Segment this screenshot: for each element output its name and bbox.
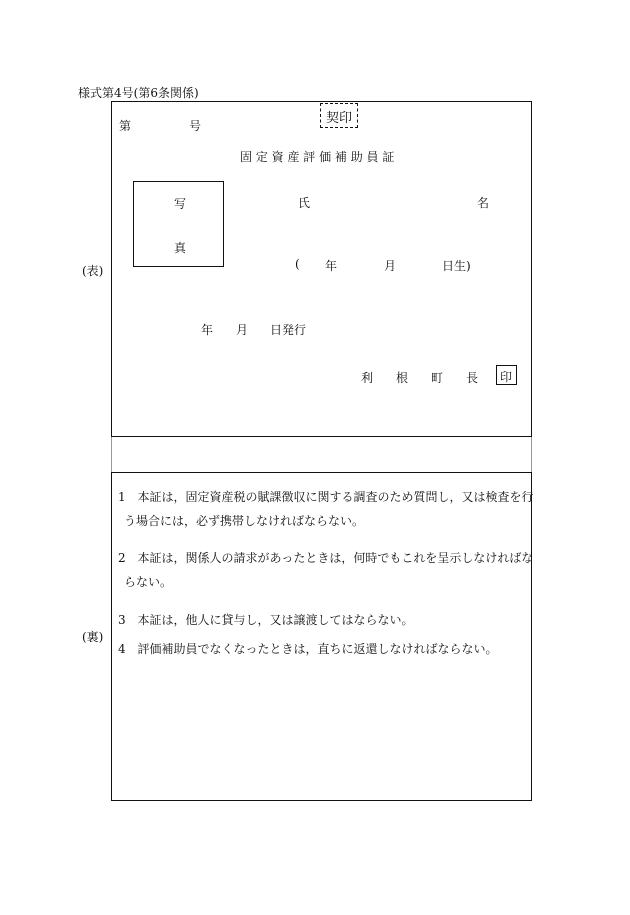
note-3 (118, 612, 413, 628)
issuer-char-4: 長 (466, 371, 479, 385)
issuer-char-1: 利 (361, 371, 374, 385)
note-4-line-1: 評価補助員でなくなったときは，直ちに返還しなければならない。 (137, 642, 498, 656)
photo-label-1: 写 (174, 197, 187, 211)
note-2 (118, 550, 533, 566)
photo-label-2: 真 (174, 241, 187, 255)
note-3-number: 3 (118, 613, 126, 627)
note-4-number: 4 (118, 642, 126, 656)
birth-open-paren: ( (295, 257, 300, 271)
note-2-number: 2 (118, 551, 126, 565)
issue-year: 年 (201, 323, 214, 337)
fold-line-right (531, 437, 532, 473)
back-side-label: (裏) (82, 630, 104, 644)
note-2-line-1: 本証は，関係人の請求があったときは，何時でもこれを呈示しなければな (137, 551, 534, 565)
contract-seal-box (320, 103, 358, 128)
form-number-header: 様式第4号(第6条関係) (78, 86, 199, 100)
certificate-title: 固 定 資 産 評 価 補 助 員 証 (240, 150, 395, 164)
number-dai: 第 (119, 119, 132, 133)
issuer-char-2: 根 (396, 371, 409, 385)
official-stamp-box (496, 365, 517, 385)
note-1 (118, 489, 533, 505)
note-1-number: 1 (118, 490, 126, 504)
photo-box (133, 181, 224, 267)
official-stamp-label: 印 (500, 370, 513, 384)
contract-seal-label: 契印 (326, 111, 353, 126)
name-label-left: 氏 (298, 196, 311, 210)
birth-month: 月 (384, 259, 397, 273)
note-2-line-2: らない。 (124, 575, 173, 589)
fold-line-left (111, 437, 112, 473)
note-3-line-1: 本証は，他人に貸与し，又は譲渡してはならない。 (137, 613, 414, 627)
number-go: 号 (189, 119, 202, 133)
issue-month: 月 (236, 323, 249, 337)
birth-year: 年 (325, 259, 338, 273)
issue-day: 日発行 (270, 323, 307, 337)
issuer-char-3: 町 (431, 371, 444, 385)
note-1-line-2: う場合には，必ず携帯しなければならない。 (124, 514, 365, 528)
note-1-line-1: 本証は，固定資産税の賦課徴収に関する調査のため質問し，又は検査を行 (137, 490, 534, 504)
birth-day: 日生) (442, 259, 471, 273)
note-4 (118, 641, 497, 657)
front-side-label: (表) (82, 264, 104, 278)
name-label-right: 名 (477, 196, 490, 210)
